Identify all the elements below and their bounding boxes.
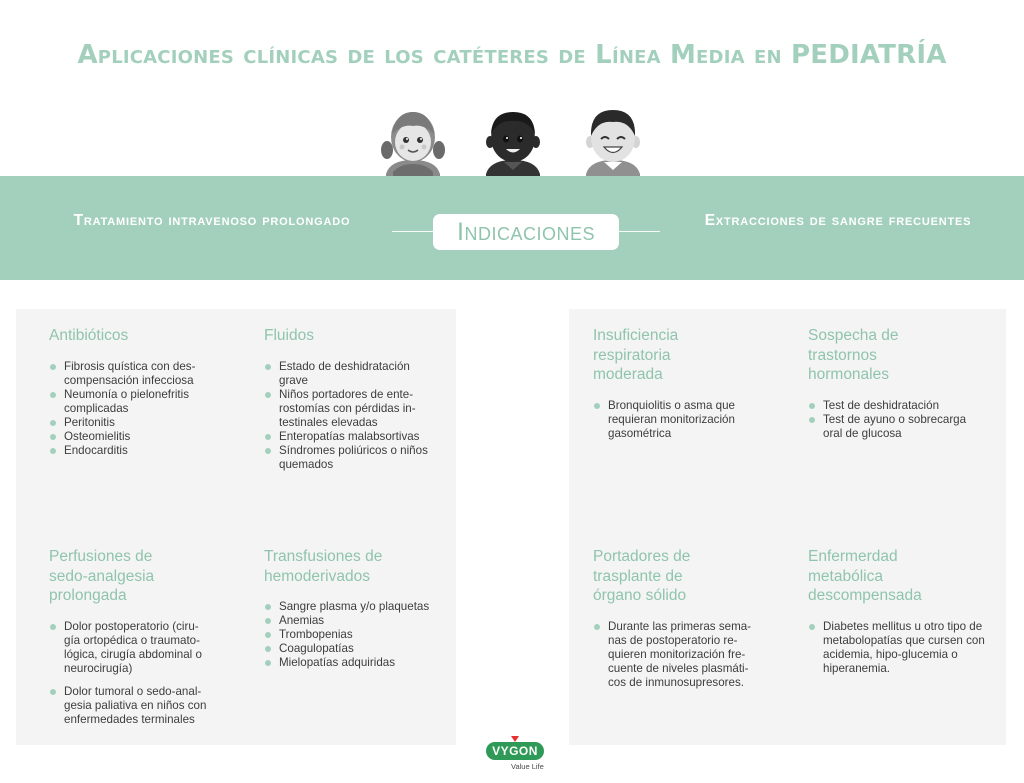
list-item: Dolor postoperatorio (ciru-gía ortopédica o traumato-lógica, cirugía abdominal o neurocirugía): [49, 620, 212, 676]
boy-illustration: [478, 104, 548, 178]
list-item: Test de ayuno o sobrecarga oral de glucosa: [808, 413, 988, 441]
enfermedad-section: [808, 547, 993, 676]
fluidos-section: [264, 326, 434, 472]
smiling-boy-illustration: [578, 104, 648, 178]
logo-tagline: Value Life: [511, 762, 544, 771]
section-list: [593, 399, 758, 441]
section-list: [49, 620, 212, 727]
sospecha-section: [808, 326, 988, 441]
section-title: Antibióticos: [49, 327, 129, 344]
section-list: [808, 620, 993, 676]
section-title: Transfusiones de hemoderivados: [264, 548, 383, 585]
right-panel: [569, 309, 1006, 745]
section-title: Portadores de trasplante de órgano sólido: [593, 548, 691, 604]
vygon-logo: [483, 740, 549, 780]
antibioticos-section: [49, 326, 209, 458]
list-item: Test de deshidratación: [808, 399, 988, 413]
list-item: Durante las primeras sema-nas de postoperatorio re-quieren monitorización fre-cuente de niveles plasmáti-cos de inmunosupresores.: [593, 620, 763, 690]
section-title: Enfermerdad metabólica descompensada: [808, 548, 922, 604]
section-list: [49, 360, 209, 458]
header-right-label: Extracciones de sangre frecuentes: [704, 212, 972, 229]
list-item: Fibrosis quística con des-compensación infecciosa: [49, 360, 209, 388]
indications-band: [0, 176, 1024, 280]
portadores-section: [593, 547, 763, 690]
list-item: Anemias: [264, 614, 444, 628]
indications-badge: Indicaciones: [433, 214, 619, 250]
list-item: Mielopatías adquiridas: [264, 656, 444, 670]
children-illustration: [372, 104, 652, 178]
section-list: [593, 620, 763, 690]
list-item: Trombopenias: [264, 628, 444, 642]
logo-name: VYGON: [486, 742, 544, 760]
list-item: Diabetes mellitus u otro tipo de metabolopatías que cursen con acidemia, hipo-glucemia o hiperanemia.: [808, 620, 993, 676]
perfusiones-section: [49, 547, 212, 727]
list-item: Neumonía o pielonefritis complicadas: [49, 388, 209, 416]
page-title: Aplicaciones clínicas de los catéteres de Línea Media en PEDIATRÍA: [77, 40, 947, 70]
divider-line-left: [392, 231, 433, 232]
section-list: [808, 399, 988, 441]
left-panel: [16, 309, 456, 745]
section-title: Perfusiones de sedo-analgesia prolongada: [49, 548, 155, 604]
list-item: Niños portadores de ente-rostomías con pérdidas in-testinales elevadas: [264, 388, 434, 430]
list-item: Dolor tumoral o sedo-anal-gesia paliativa en niños con enfermedades terminales: [49, 685, 212, 727]
insuficiencia-section: [593, 326, 758, 441]
girl-illustration: [378, 104, 448, 178]
list-item: Estado de deshidratación grave: [264, 360, 434, 388]
list-item: Endocarditis: [49, 444, 209, 458]
section-title: Sospecha de trastornos hormonales: [808, 327, 899, 383]
list-item: Bronquiolitis o asma que requieran monitorización gasométrica: [593, 399, 758, 441]
transfusiones-section: [264, 547, 444, 670]
list-item: Osteomielitis: [49, 430, 209, 444]
section-title: Fluidos: [264, 327, 314, 344]
list-item: Peritonitis: [49, 416, 209, 430]
header-left-label: Tratamiento intravenoso prolongado: [73, 212, 351, 229]
section-list: [264, 600, 444, 670]
divider-line-right: [619, 231, 660, 232]
list-item: Coagulopatías: [264, 642, 444, 656]
list-item: Enteropatías malabsortivas: [264, 430, 434, 444]
section-list: [264, 360, 434, 472]
section-title: Insuficiencia respiratoria moderada: [593, 327, 679, 383]
list-item: Sangre plasma y/o plaquetas: [264, 600, 444, 614]
list-item: Síndromes poliúricos o niños quemados: [264, 444, 434, 472]
